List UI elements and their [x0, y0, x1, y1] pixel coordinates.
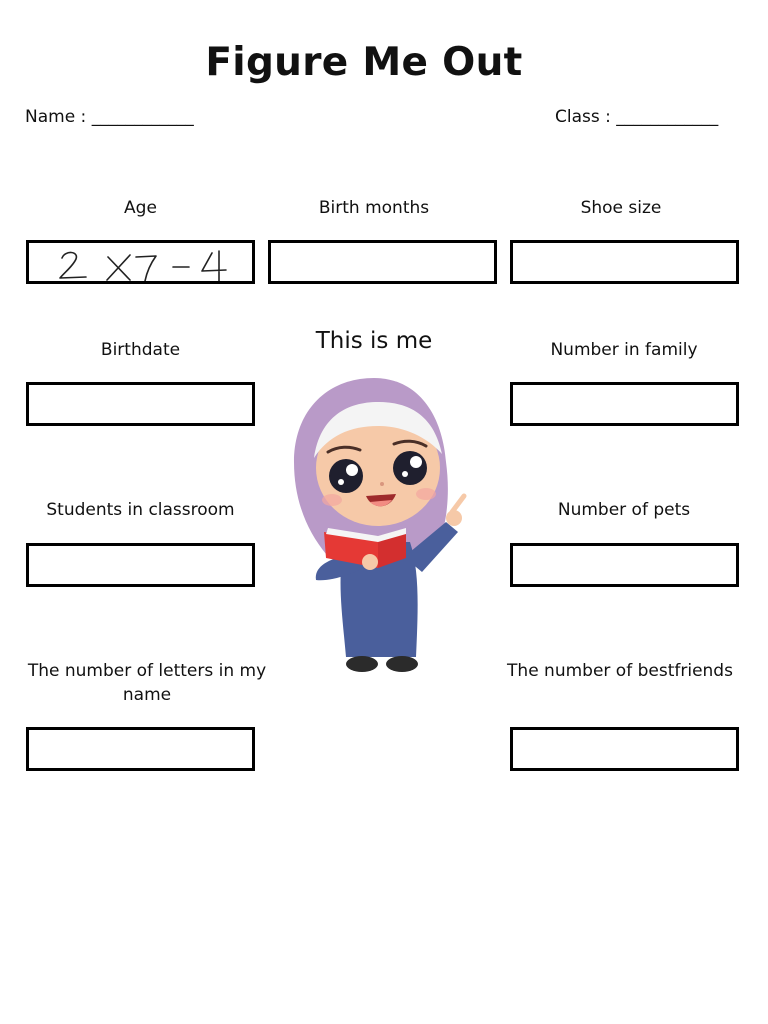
birthdate-box[interactable] [26, 382, 255, 426]
number-of-pets-box[interactable] [510, 543, 739, 587]
bestfriends-label: The number of bestfriends [507, 661, 733, 681]
handwritten-age-answer [29, 243, 252, 281]
illustration-caption: This is me [315, 328, 433, 354]
page-title: Figure Me Out [205, 40, 523, 85]
age-label: Age [124, 198, 157, 218]
bestfriends-box[interactable] [510, 727, 739, 771]
students-in-classroom-box[interactable] [26, 543, 255, 587]
age-box[interactable] [26, 240, 255, 284]
girl-reading-book-pointing-up-icon [286, 372, 476, 677]
number-in-family-box[interactable] [510, 382, 739, 426]
shoe-size-box[interactable] [510, 240, 739, 284]
class-field[interactable]: Class : ____________ [555, 107, 719, 127]
shoe-size-label: Shoe size [580, 198, 662, 218]
birth-months-box[interactable] [268, 240, 497, 284]
birthdate-label: Birthdate [100, 340, 181, 360]
birth-months-label: Birth months [318, 198, 430, 218]
name-field[interactable]: Name : ____________ [25, 107, 194, 127]
number-of-pets-label: Number of pets [557, 500, 691, 520]
number-in-family-label: Number in family [550, 340, 698, 360]
letters-in-name-label: The number of letters in my name [27, 661, 267, 705]
letters-in-name-box[interactable] [26, 727, 255, 771]
students-in-classroom-label: Students in classroom [46, 500, 235, 520]
